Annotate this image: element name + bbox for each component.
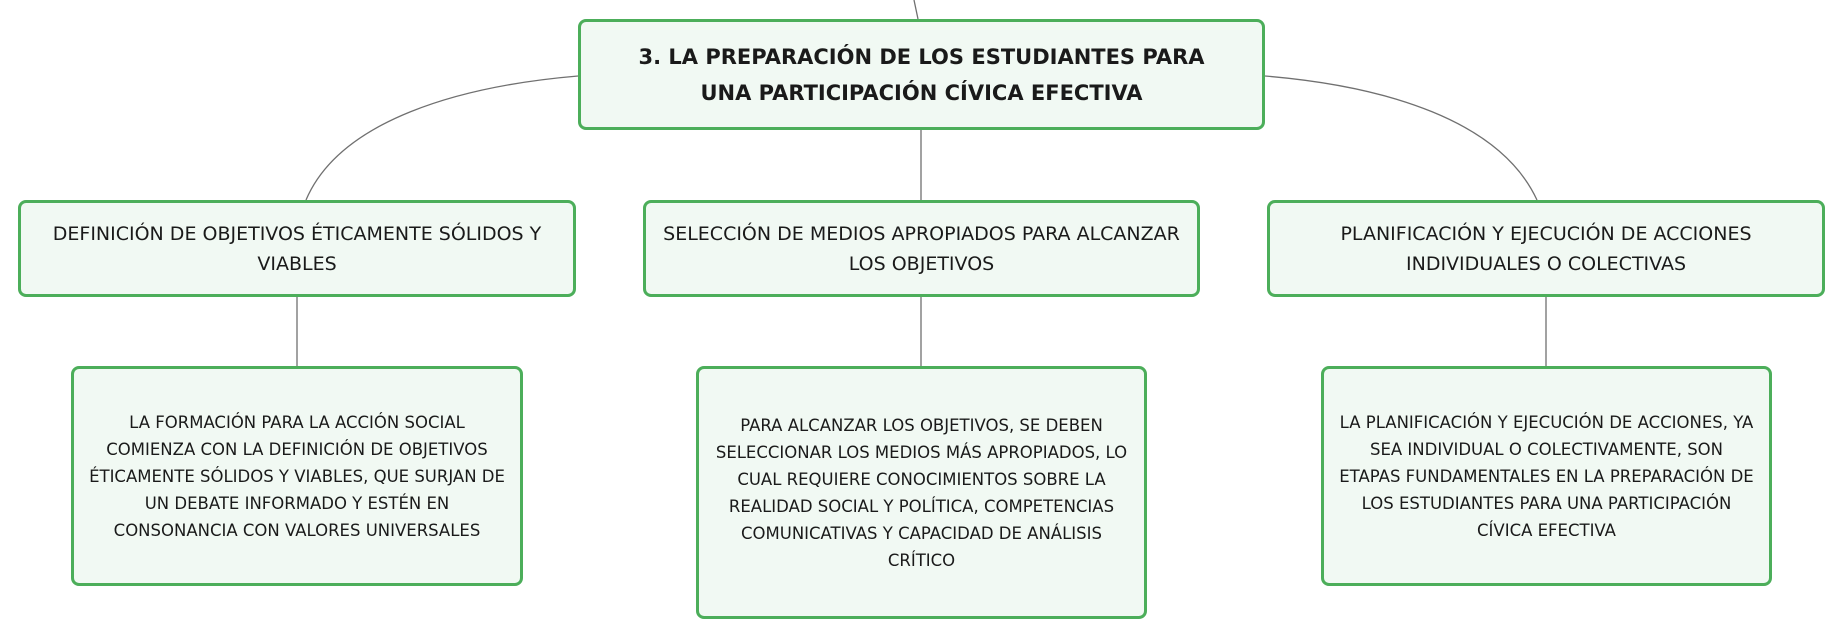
detail-node-medios[interactable] <box>696 366 1147 619</box>
branch-node-objetivos[interactable] <box>18 200 576 297</box>
detail-node-acciones[interactable] <box>1321 366 1772 586</box>
connector-root-to-branch-1 <box>306 76 578 200</box>
branch-title: SELECCIÓN DE MEDIOS APROPIADOS PARA ALCANZAR LOS OBJETIVOS <box>663 222 1180 275</box>
detail-text: LA PLANIFICACIÓN Y EJECUCIÓN DE ACCIONES, YA SEA INDIVIDUAL O COLECTIVAMENTE, SON ETAPAS FUNDAMENTALES EN LA PREPARACIÓN DE LOS ESTUDIANTES PARA UNA PARTICIPACIÓN CÍVICA EFECTIVA <box>1339 412 1754 540</box>
connector-from-parent <box>914 0 918 19</box>
root-topic-node[interactable] <box>578 19 1265 130</box>
branch-title: PLANIFICACIÓN Y EJECUCIÓN DE ACCIONES INDIVIDUALES O COLECTIVAS <box>1340 222 1752 275</box>
branch-node-acciones[interactable] <box>1267 200 1825 297</box>
root-topic-text: 3. LA PREPARACIÓN DE LOS ESTUDIANTES PARA UNA PARTICIPACIÓN CÍVICA EFECTIVA <box>638 44 1205 105</box>
branch-title: DEFINICIÓN DE OBJETIVOS ÉTICAMENTE SÓLIDOS Y VIABLES <box>52 222 542 275</box>
connector-root-to-branch-3 <box>1265 76 1537 200</box>
branch-node-medios[interactable] <box>643 200 1200 297</box>
detail-text: PARA ALCANZAR LOS OBJETIVOS, SE DEBEN SELECCIONAR LOS MEDIOS MÁS APROPIADOS, LO CUAL REQUIERE CONOCIMIENTOS SOBRE LA REALIDAD SOCIAL Y POLÍTICA, COMPETENCIAS COMUNICATIVAS Y CAPACIDAD DE ANÁLISIS CRÍTICO <box>715 415 1128 570</box>
detail-text: LA FORMACIÓN PARA LA ACCIÓN SOCIAL COMIENZA CON LA DEFINICIÓN DE OBJETIVOS ÉTICAMENTE SÓLIDOS Y VIABLES, QUE SURJAN DE UN DEBATE INFORMADO Y ESTÉN EN CONSONANCIA CON VALORES UNIVERSALES <box>89 412 505 540</box>
detail-node-objetivos[interactable] <box>71 366 523 586</box>
